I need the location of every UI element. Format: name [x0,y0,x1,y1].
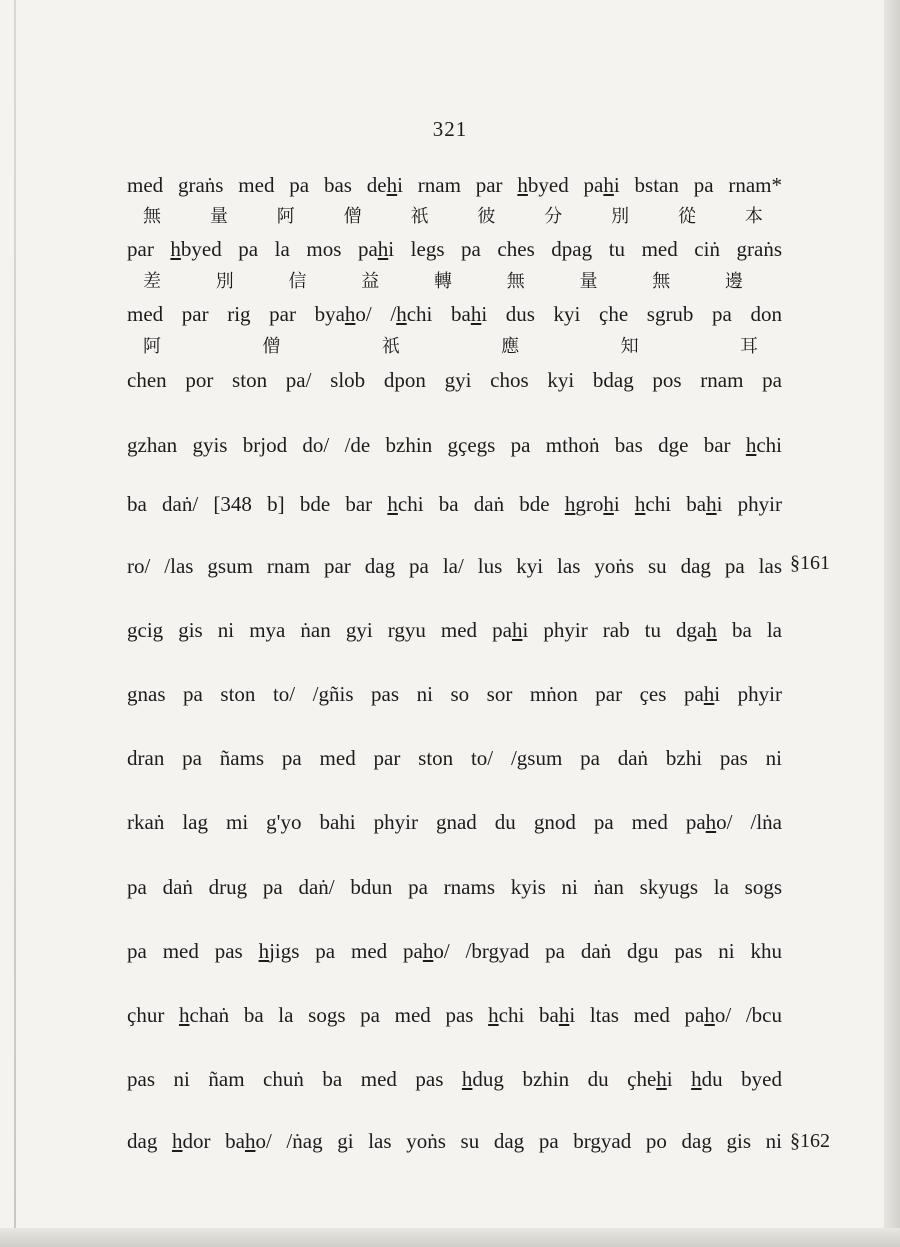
cjk-char: 轉 [434,271,452,292]
text-line-11: rkaṅ lag mi g'yo bahi phyir gnad du gnod pa med paho/ /lṅa [127,810,782,834]
text-line-1: med graṅs med pa bas dehi rnam par hbyed pahi bstan pa rnam* [127,173,782,197]
section-marker-162: §162 [790,1130,830,1152]
cjk-char: 分 [544,206,563,227]
text-line-5: gzhan gyis brjod do/ /de bzhin gҫegs pa mthoṅ bas dge bar hchi [127,433,782,457]
text-line-4: chen por ston pa/ slob dpon gyi chos kyi bdag pos rnam pa [127,368,782,392]
text-line-16: dag hdor baho/ /ṅag gi las yoṅs su dag pa brgyad po dag gis ni [127,1129,782,1153]
cjk-char: 邊 [725,271,743,292]
cjk-gloss-row-2 [143,271,743,293]
text-line-6: ba daṅ/ [348 b] bde bar hchi ba daṅ bde hgrohi hchi bahi phyir [127,492,782,516]
text-line-3: med par rig par byaho/ /hchi bahi dus kyi ҫhe sgrub pa don [127,302,782,326]
cjk-char: 從 [678,206,696,227]
cjk-char: 無 [143,206,161,227]
page-left-edge [14,0,16,1247]
text-line-13: pa med pas hjigs pa med paho/ /brgyad pa daṅ dgu pas ni khu [127,939,782,963]
text-line-14: ҫhur hchaṅ ba la sogs pa med pas hchi bahi ltas med paho/ /bcu [127,1003,782,1027]
text-line-12: pa daṅ drug pa daṅ/ bdun pa rnams kyis ni ṅan skyugs la sogs [127,875,782,899]
text-line-15: pas ni ñam chuṅ ba med pas hdug bzhin du ҫhehi hdu byed [127,1067,782,1091]
text-line-10: dran pa ñams pa med par ston to/ /gsum pa daṅ bzhi pas ni [127,746,782,770]
cjk-char: 僧 [343,206,362,227]
cjk-char: 祇 [410,206,429,227]
cjk-char: 益 [361,271,380,292]
cjk-char: 信 [288,271,307,292]
cjk-char: 知 [620,336,639,357]
text-line-8: gcig gis ni mya ṅan gyi rgyu med pahi phyir rab tu dgah ba la [127,618,782,642]
cjk-char: 本 [744,206,763,227]
cjk-char: 別 [215,271,234,292]
page-bottom-edge [0,1228,900,1247]
cjk-char: 量 [209,206,228,227]
section-marker-161: §161 [790,552,830,574]
cjk-char: 別 [611,206,630,227]
page-right-edge [884,0,900,1247]
cjk-char: 差 [143,271,161,292]
text-line-9: gnas pa ston to/ /gñis pas ni so sor mṅon par ҫes pahi phyir [127,682,783,706]
page-number: 321 [432,117,468,141]
cjk-char: 無 [506,271,525,292]
cjk-gloss-row-1 [143,206,763,228]
cjk-char: 祇 [381,336,400,357]
cjk-char: 無 [652,271,671,292]
text-line-7: ro/ /las gsum rnam par dag pa la/ lus kyi las yoṅs su dag pa las [127,554,782,578]
cjk-gloss-row-3 [143,336,758,358]
cjk-char: 彼 [477,206,496,227]
cjk-char: 阿 [276,206,295,227]
cjk-char: 耳 [739,336,758,357]
cjk-char: 阿 [143,336,161,357]
text-line-2: par hbyed pa la mos pahi legs pa ches dpag tu med ciṅ graṅs [127,237,783,261]
cjk-char: 僧 [262,336,281,357]
cjk-char: 應 [501,336,520,357]
cjk-char: 量 [579,271,598,292]
